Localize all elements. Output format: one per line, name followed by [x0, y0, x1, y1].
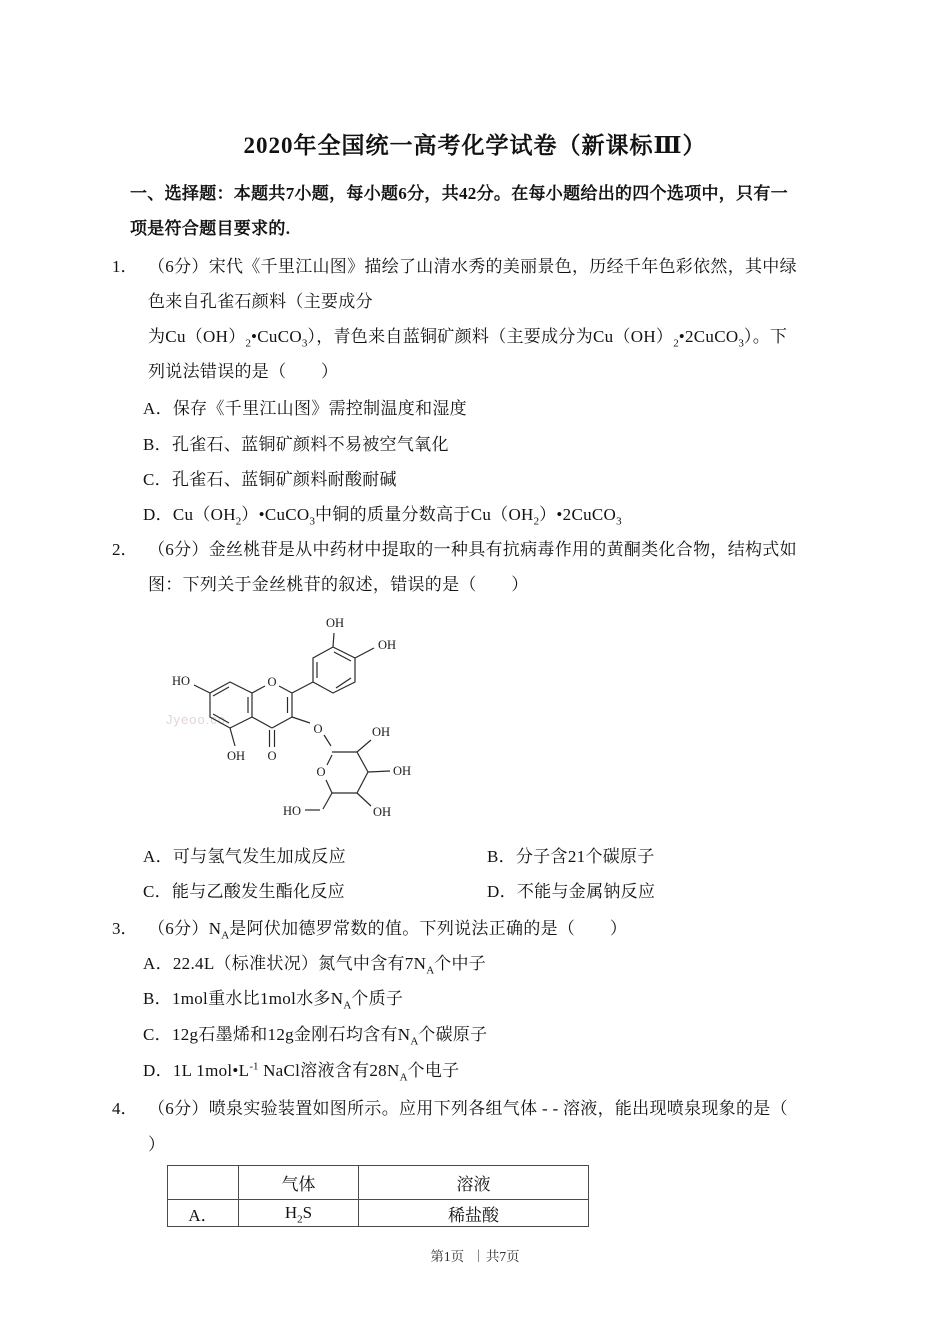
q3-number: 3．	[112, 919, 138, 938]
q2-option-a: A．可与氢气发生加成反应	[143, 847, 346, 866]
q1-option-d: D．$Cu(OH_2)•CuCO_3$中铜的质量分数高于$Cu(OH_2)•2CuCO_3$	[143, 505, 622, 528]
page-title: 2020年全国统一高考化学试卷（新课标Ⅲ）	[243, 133, 707, 158]
q2-option-c: C．能与乙酸发生酯化反应	[143, 882, 345, 901]
bond-lines	[194, 633, 390, 810]
section-heading-line-2: 项是符合题目要求的.	[130, 219, 291, 238]
q1-option-a: A．保存《千里江山图》需控制温度和湿度	[143, 399, 467, 418]
q3-option-d: D．1L $1mol•L^{-1}$ NaCl溶液含有$28N_A$个电子	[143, 1060, 460, 1084]
table-cell-gas: $H_2S$	[239, 1200, 359, 1227]
q2-option-b: B．分子含21个碳原子	[487, 847, 655, 866]
atom-label-o4: O	[267, 749, 277, 763]
q1-line-4: 列说法错误的是（ ）	[148, 362, 339, 381]
atom-label-oh2s: OH	[371, 725, 391, 739]
q2-number: 2．	[112, 540, 138, 559]
table-header-gas: 气体	[239, 1166, 359, 1200]
table-row	[168, 1200, 589, 1227]
q4-line-1: （6分）喷泉实验装置如图所示。应用下列各组气体 - - 溶液，能出现喷泉现象的是（	[148, 1099, 788, 1118]
table-row-label: A．	[168, 1200, 239, 1227]
table-header-row	[168, 1166, 589, 1200]
q1-option-b: B．孔雀石、蓝铜矿颜料不易被空气氧化	[143, 435, 449, 454]
q3-stem: （6分）$N_A$是阿伏加德罗常数的值。下列说法正确的是（ ）	[148, 919, 628, 942]
atom-label-oh5: OH	[226, 749, 246, 763]
table-header-blank	[168, 1166, 239, 1200]
atom-label-ho7: HO	[171, 674, 191, 688]
atom-label-o1: O	[267, 675, 277, 689]
footer-page-number: 第1页	[430, 1249, 465, 1264]
q2-line-1: （6分）金丝桃苷是从中药材中提取的一种具有抗病毒作用的黄酮类化合物，结构式如	[148, 540, 797, 559]
watermark: Jyeoo.co	[166, 712, 227, 727]
q1-line-2: 色来自孔雀石颜料（主要成分	[148, 292, 373, 311]
q1-line-1: （6分）宋代《千里江山图》描绘了山清水秀的美丽景色，历经千年色彩依然，其中绿	[148, 257, 797, 276]
q2-structure-hyperoside	[150, 610, 600, 840]
section-heading-line-1: 一、选择题：本题共7小题，每小题6分，共42分。在每小题给出的四个选项中，只有一	[130, 184, 788, 203]
atom-label-oh3p: OH	[325, 616, 345, 630]
q4-gas-solution-table	[167, 1165, 589, 1227]
q3-option-c: C．12g石墨烯和12g金刚石均含有$N_A$个碳原子	[143, 1025, 488, 1048]
footer-total-pages: 共7页	[485, 1249, 520, 1264]
q4-line-2: ）	[148, 1135, 166, 1154]
table-cell-solution: 稀盐酸	[359, 1200, 589, 1227]
q3-option-a: A．22.4L（标准状况）氮气中含有$7N_A$个中子	[143, 954, 487, 977]
atom-label-o-glycosidic: O	[313, 722, 323, 736]
atom-label-o-ring: O	[316, 765, 326, 779]
q1-option-c: C．孔雀石、蓝铜矿颜料耐酸耐碱	[143, 470, 397, 489]
q1-number: 1．	[112, 257, 138, 276]
atom-label-oh3s: OH	[392, 764, 412, 778]
table-header-solution: 溶液	[359, 1166, 589, 1200]
q1-line-3: 为$Cu(OH)_2•CuCO_3$），青色来自蓝铜矿颜料（主要成分为$Cu(OH)_2•2CuCO_3$）。下	[148, 327, 788, 350]
footer-separator: |	[477, 1247, 480, 1262]
page-footer	[0, 1245, 950, 1265]
atom-label-oh4p: OH	[377, 638, 397, 652]
q3-option-b: B．1mol重水比1mol水多$N_A$个质子	[143, 989, 404, 1012]
atom-label-ho6s: HO	[282, 804, 302, 818]
atom-label-oh4s: OH	[372, 805, 392, 819]
q4-number: 4．	[112, 1099, 138, 1118]
q2-option-d: D．不能与金属钠反应	[487, 882, 656, 901]
q2-line-2: 图：下列关于金丝桃苷的叙述，错误的是（ ）	[148, 575, 529, 594]
